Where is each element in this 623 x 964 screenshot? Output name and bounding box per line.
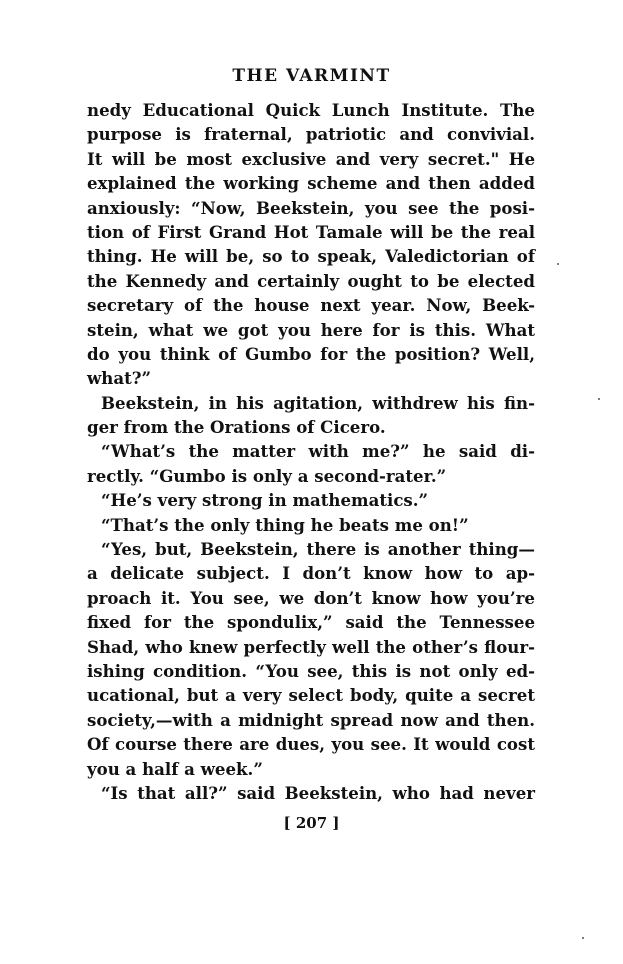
page-number: [ 207 ] xyxy=(283,814,340,832)
text-line: “That’s the only thing he beats me on!” xyxy=(101,514,469,535)
text-line: It will be most exclusive and very secret." He xyxy=(87,148,535,169)
text-line: stein, what we got you here for is this. What xyxy=(87,319,535,340)
scan-speck xyxy=(557,263,559,265)
text-line: Beekstein, in his agitation, withdrew his fin- xyxy=(101,392,535,413)
scan-speck xyxy=(598,398,600,400)
text-line: explained the working scheme and then added xyxy=(87,173,535,194)
text-line: what?” xyxy=(87,368,152,389)
text-line: thing. He will be, so to speak, Valedictorian of xyxy=(87,246,535,267)
text-line: fixed for the spondulix,” said the Tennessee xyxy=(87,612,535,633)
text-line: proach it. You see, we don’t know how you’re xyxy=(87,587,535,608)
text-line: “What’s the matter with me?” he said di- xyxy=(101,441,535,462)
text-line: nedy Educational Quick Lunch Institute. The xyxy=(87,100,535,120)
text-line: society,—with a midnight spread now and then. xyxy=(87,709,535,730)
text-line: ishing condition. “You see, this is not only ed- xyxy=(87,660,535,681)
text-line: ucational, but a very select body, quite a secret xyxy=(87,685,535,706)
text-line: “Is that all?” said Beekstein, who had never xyxy=(101,782,535,803)
text-line: Of course there are dues, you see. It would cost xyxy=(87,734,535,755)
scan-speck xyxy=(582,937,584,939)
text-line: ger from the Orations of Cicero. xyxy=(87,417,386,438)
text-line: rectly. “Gumbo is only a second-rater.” xyxy=(87,465,447,486)
running-head: THE VARMINT xyxy=(232,66,391,86)
text-line: you a half a week.” xyxy=(87,758,263,779)
text-line: tion of First Grand Hot Tamale will be the real xyxy=(87,221,535,242)
text-line: secretary of the house next year. Now, Beek- xyxy=(87,295,535,316)
text-line: “Yes, but, Beekstein, there is another thing— xyxy=(101,539,535,560)
body-text xyxy=(87,98,535,805)
text-line: purpose is fraternal, patriotic and convivial. xyxy=(87,124,535,145)
text-line: a delicate subject. I don’t know how to ap- xyxy=(87,563,535,584)
text-line: anxiously: “Now, Beekstein, you see the posi- xyxy=(87,197,535,218)
text-line: “He’s very strong in mathematics.” xyxy=(101,490,429,511)
text-line: Shad, who knew perfectly well the other’s flour- xyxy=(87,636,535,657)
text-line: do you think of Gumbo for the position? Well, xyxy=(87,343,535,364)
text-line: the Kennedy and certainly ought to be elected xyxy=(87,270,535,291)
